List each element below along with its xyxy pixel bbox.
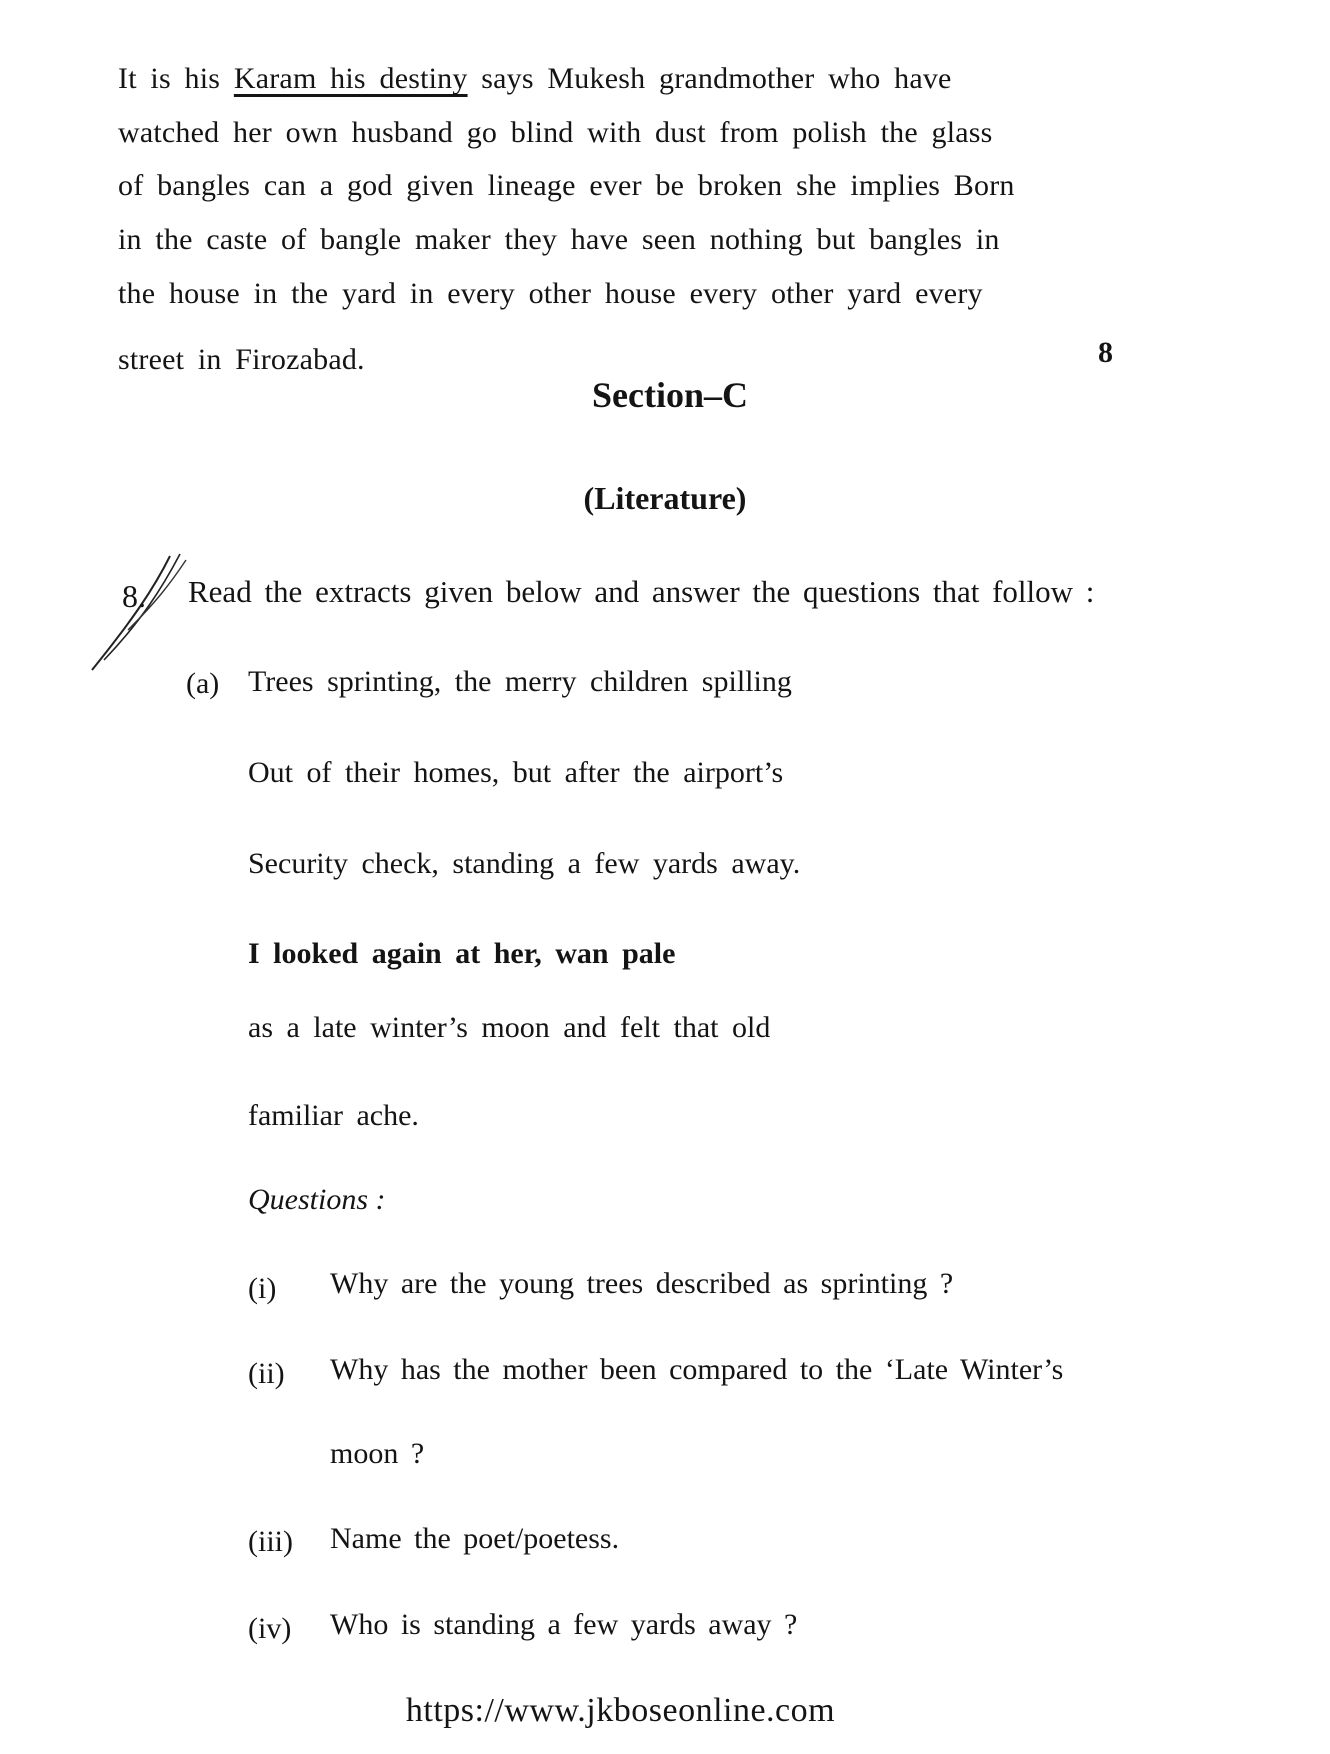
paragraph-line-1-before: It is his — [118, 62, 234, 95]
sub-question-text: Why are the young trees described as sprinting ? — [330, 1267, 954, 1300]
extract-line-5: as a late winter’s moon and felt that old — [248, 1011, 771, 1044]
sub-question-number: (ii) — [248, 1357, 285, 1390]
section-subheading: (Literature) — [583, 480, 747, 516]
sub-question-text: Name the poet/poetess. — [330, 1522, 620, 1555]
marks-label: 8 — [1098, 336, 1113, 369]
section-heading — [592, 375, 748, 418]
paragraph-line-2: watched her own husband go blind with dust from polish the glass — [118, 116, 993, 149]
extract-line-1: Trees sprinting, the merry children spilling — [248, 665, 792, 698]
extract-line-4: I looked again at her, wan pale — [248, 937, 676, 970]
underlined-phrase: Karam his destiny — [233, 62, 468, 95]
extract-line-6: familiar ache. — [248, 1099, 419, 1132]
extract-line-3: Security check, standing a few yards away. — [248, 847, 801, 880]
section-heading-text: Section–C — [592, 375, 748, 415]
paragraph-line-5: the house in the yard in every other house every other yard every — [118, 277, 983, 310]
sub-question-text: Who is standing a few yards away ? — [330, 1608, 798, 1641]
sub-question-text: Why has the mother been compared to the ‘Late Winter’s — [330, 1353, 1064, 1386]
sub-question-number: (i) — [248, 1272, 277, 1305]
paragraph-line-1-after: says Mukesh grandmother who have — [467, 62, 952, 95]
sub-question-number: (iv) — [248, 1612, 292, 1645]
part-label: (a) — [186, 667, 220, 700]
paragraph-line-6: street in Firozabad. — [118, 343, 365, 376]
sub-question-number: (iii) — [248, 1525, 293, 1558]
sub-question-text: moon ? — [330, 1437, 425, 1470]
paragraph-line-1 — [118, 62, 952, 96]
paragraph-line-3: of bangles can a god given lineage ever be broken she implies Born — [118, 169, 1015, 202]
extract-line-2: Out of their homes, but after the airport’s — [248, 756, 784, 789]
paragraph-line-4: in the caste of bangle maker they have seen nothing but bangles in — [118, 223, 1000, 256]
footer-url: https://www.jkboseonline.com — [405, 1692, 836, 1729]
question-number: 8. — [122, 578, 146, 614]
questions-heading: Questions : — [248, 1183, 386, 1216]
question-instruction: Read the extracts given below and answer the questions that follow : — [188, 574, 1095, 609]
